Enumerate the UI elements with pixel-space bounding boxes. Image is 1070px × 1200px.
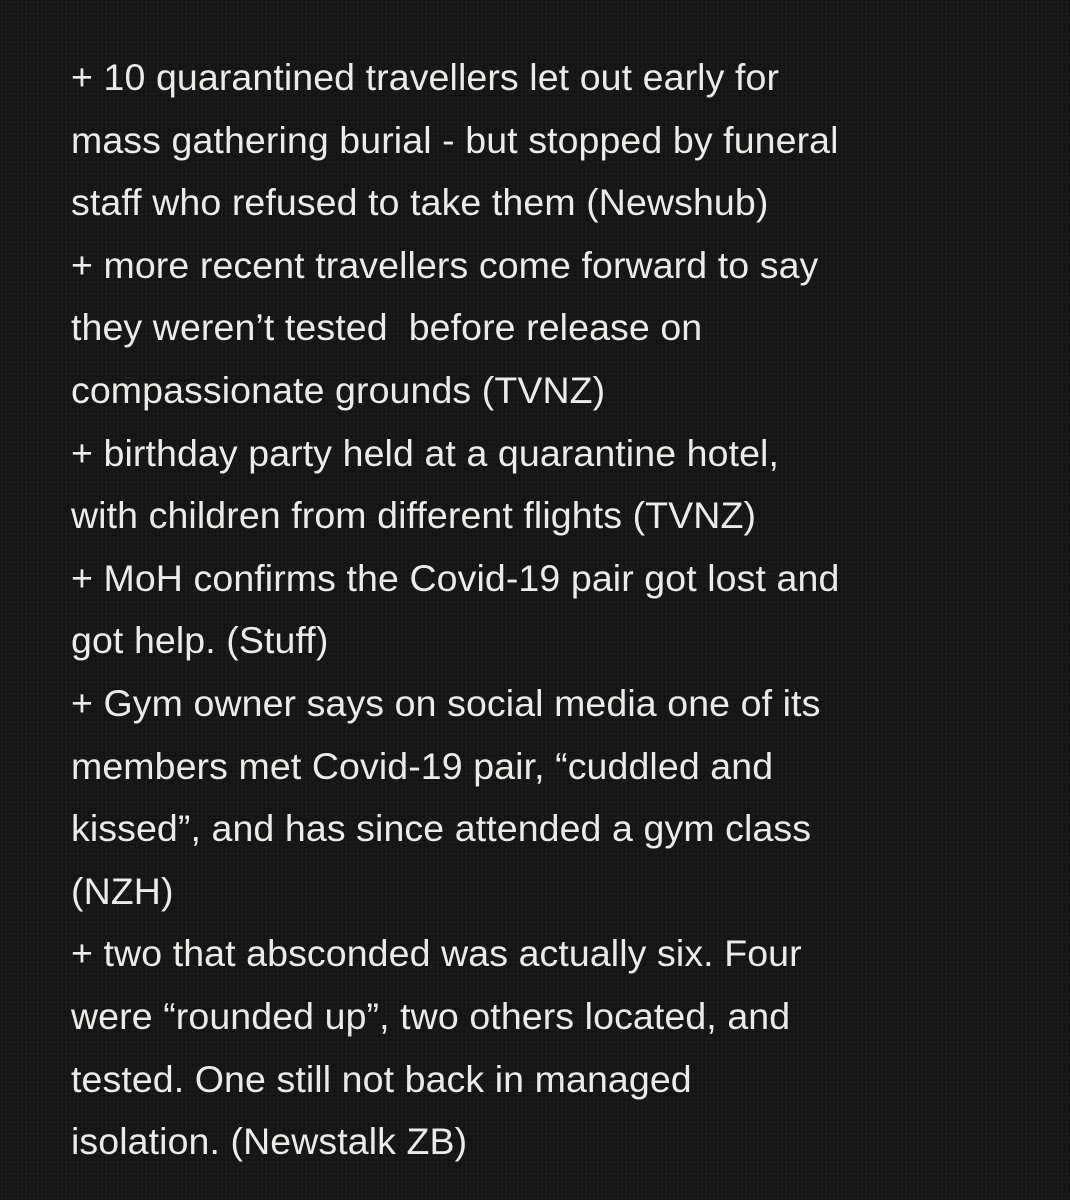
note-line: they weren’t tested before release on (71, 306, 703, 349)
note-line: staff who refused to take them (Newshub) (71, 181, 769, 224)
note-line: mass gathering burial - but stopped by funeral (71, 118, 839, 161)
note-line: got help. (Stuff) (71, 619, 329, 662)
note-line: isolation. (Newstalk ZB) (71, 1120, 468, 1163)
note-line: + more recent travellers come forward to say (71, 243, 819, 286)
note-line: (NZH) (71, 869, 174, 912)
note-line: compassionate grounds (TVNZ) (71, 368, 606, 411)
note-line: + Gym owner says on social media one of its (71, 681, 821, 724)
note-text-body[interactable] (71, 46, 1031, 1173)
note-line: + two that absconded was actually six. Four (71, 932, 802, 975)
note-line: kissed”, and has since attended a gym class (71, 807, 812, 850)
note-line: + MoH confirms the Covid-19 pair got lost and (71, 556, 840, 599)
note-line: tested. One still not back in managed (71, 1057, 692, 1100)
note-line: + 10 quarantined travellers let out early for (71, 56, 780, 98)
note-line: + birthday party held at a quarantine hotel, (71, 431, 780, 474)
note-line: with children from different flights (TVNZ) (71, 494, 757, 537)
note-line: were “rounded up”, two others located, and (71, 994, 791, 1037)
note-line: members met Covid-19 pair, “cuddled and (71, 744, 774, 787)
